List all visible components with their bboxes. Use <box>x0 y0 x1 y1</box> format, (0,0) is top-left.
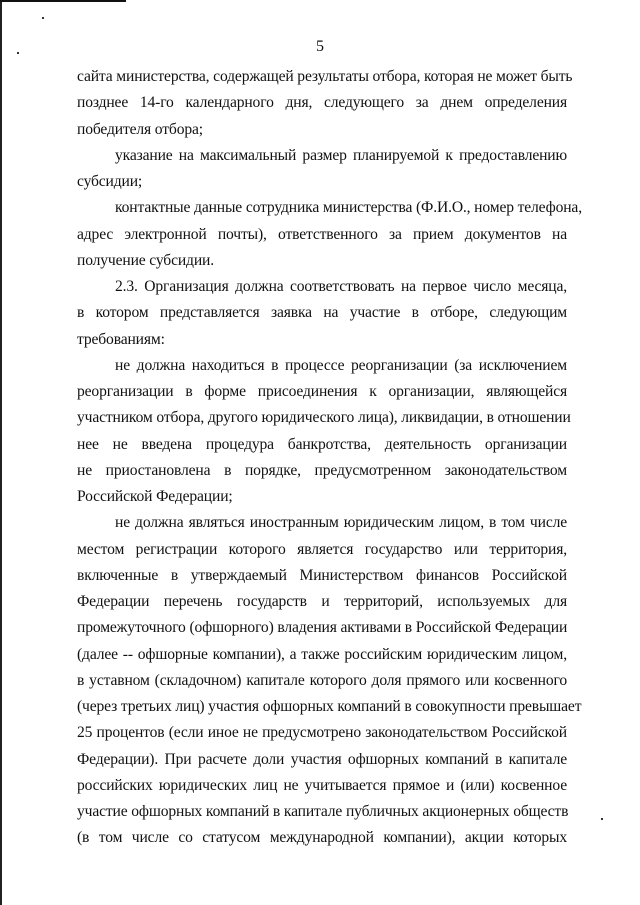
text-line: участие офшорных компаний в капитале публичных акционерных обществ <box>77 803 569 820</box>
text-line: реорганизации в форме присоединения к организации, являющейся <box>77 383 567 400</box>
text-line: Российской Федерации; <box>77 488 233 505</box>
paragraph <box>77 353 571 511</box>
text-line: местом регистрации которого является государство или территория, <box>77 540 567 558</box>
text-line: субсидии; <box>77 173 143 190</box>
document-body <box>77 64 582 852</box>
text-line: не должна находиться в процессе реорганизации (за исключением <box>115 356 567 374</box>
text-line: российских юридических лиц не учитывается прямое и (или) косвенное <box>77 776 567 794</box>
text-line: не приостановлена в порядке, предусмотренном законодательством <box>77 461 567 479</box>
text-line: 25 процентов (если иное не предусмотрено законодательством Российской <box>77 724 567 742</box>
text-line: контактные данные сотрудника министерства (Ф.И.О., номер телефона, <box>115 199 582 217</box>
text-line: сайта министерства, содержащей результаты отбора, которая не может быть <box>77 68 573 85</box>
scan-speck <box>42 17 44 19</box>
scan-top-edge <box>0 0 126 2</box>
text-line: указание на максимальный размер планируемой к предоставлению <box>115 146 567 164</box>
text-line: в уставном (складочном) капитале которого доля прямого или косвенного <box>77 671 567 689</box>
paragraph <box>77 64 573 143</box>
text-line: включенные в утверждаемый Министерством финансов Российской <box>77 566 567 584</box>
text-line: (в том числе со статусом международной компании), акции которых <box>77 829 567 847</box>
text-line: адрес электронной почты), ответственного за прием документов на <box>77 225 567 243</box>
text-line: позднее 14-го календарного дня, следующего за днем определения <box>77 94 567 112</box>
page-number: 5 <box>316 38 324 55</box>
text-line: получение субсидии. <box>77 251 214 269</box>
text-line: победителя отбора; <box>77 120 203 138</box>
scan-left-edge <box>0 0 2 905</box>
text-line: нее не введена процедура банкротства, деятельность организации <box>77 435 567 453</box>
text-line: требованиям: <box>77 330 165 348</box>
text-line: в котором представляется заявка на участие в отборе, следующим <box>77 304 567 322</box>
text-line: промежуточного (офшорного) владения активами в Российской Федерации <box>77 619 568 637</box>
scan-speck <box>601 818 603 820</box>
paragraph <box>77 143 567 196</box>
text-line: Федерации перечень государств и территорий, используемых для <box>77 593 567 610</box>
text-line: (через третьих лиц) участия офшорных компаний в совокупности превышает <box>77 698 582 715</box>
text-line: не должна являться иностранным юридическим лицом, в том числе <box>115 514 567 532</box>
paragraph <box>77 510 582 851</box>
text-line: участником отбора, другого юридического лица), ликвидации, в отношении <box>77 409 571 427</box>
paragraph <box>77 195 582 274</box>
text-line: (далее -- офшорные компании), а также российским юридическим лицом, <box>77 645 567 663</box>
text-line: 2.3. Организация должна соответствовать на первое число месяца, <box>115 278 567 295</box>
paragraph <box>77 274 567 353</box>
text-line: Федерации). При расчете доли участия офшорных компаний в капитале <box>77 750 567 768</box>
